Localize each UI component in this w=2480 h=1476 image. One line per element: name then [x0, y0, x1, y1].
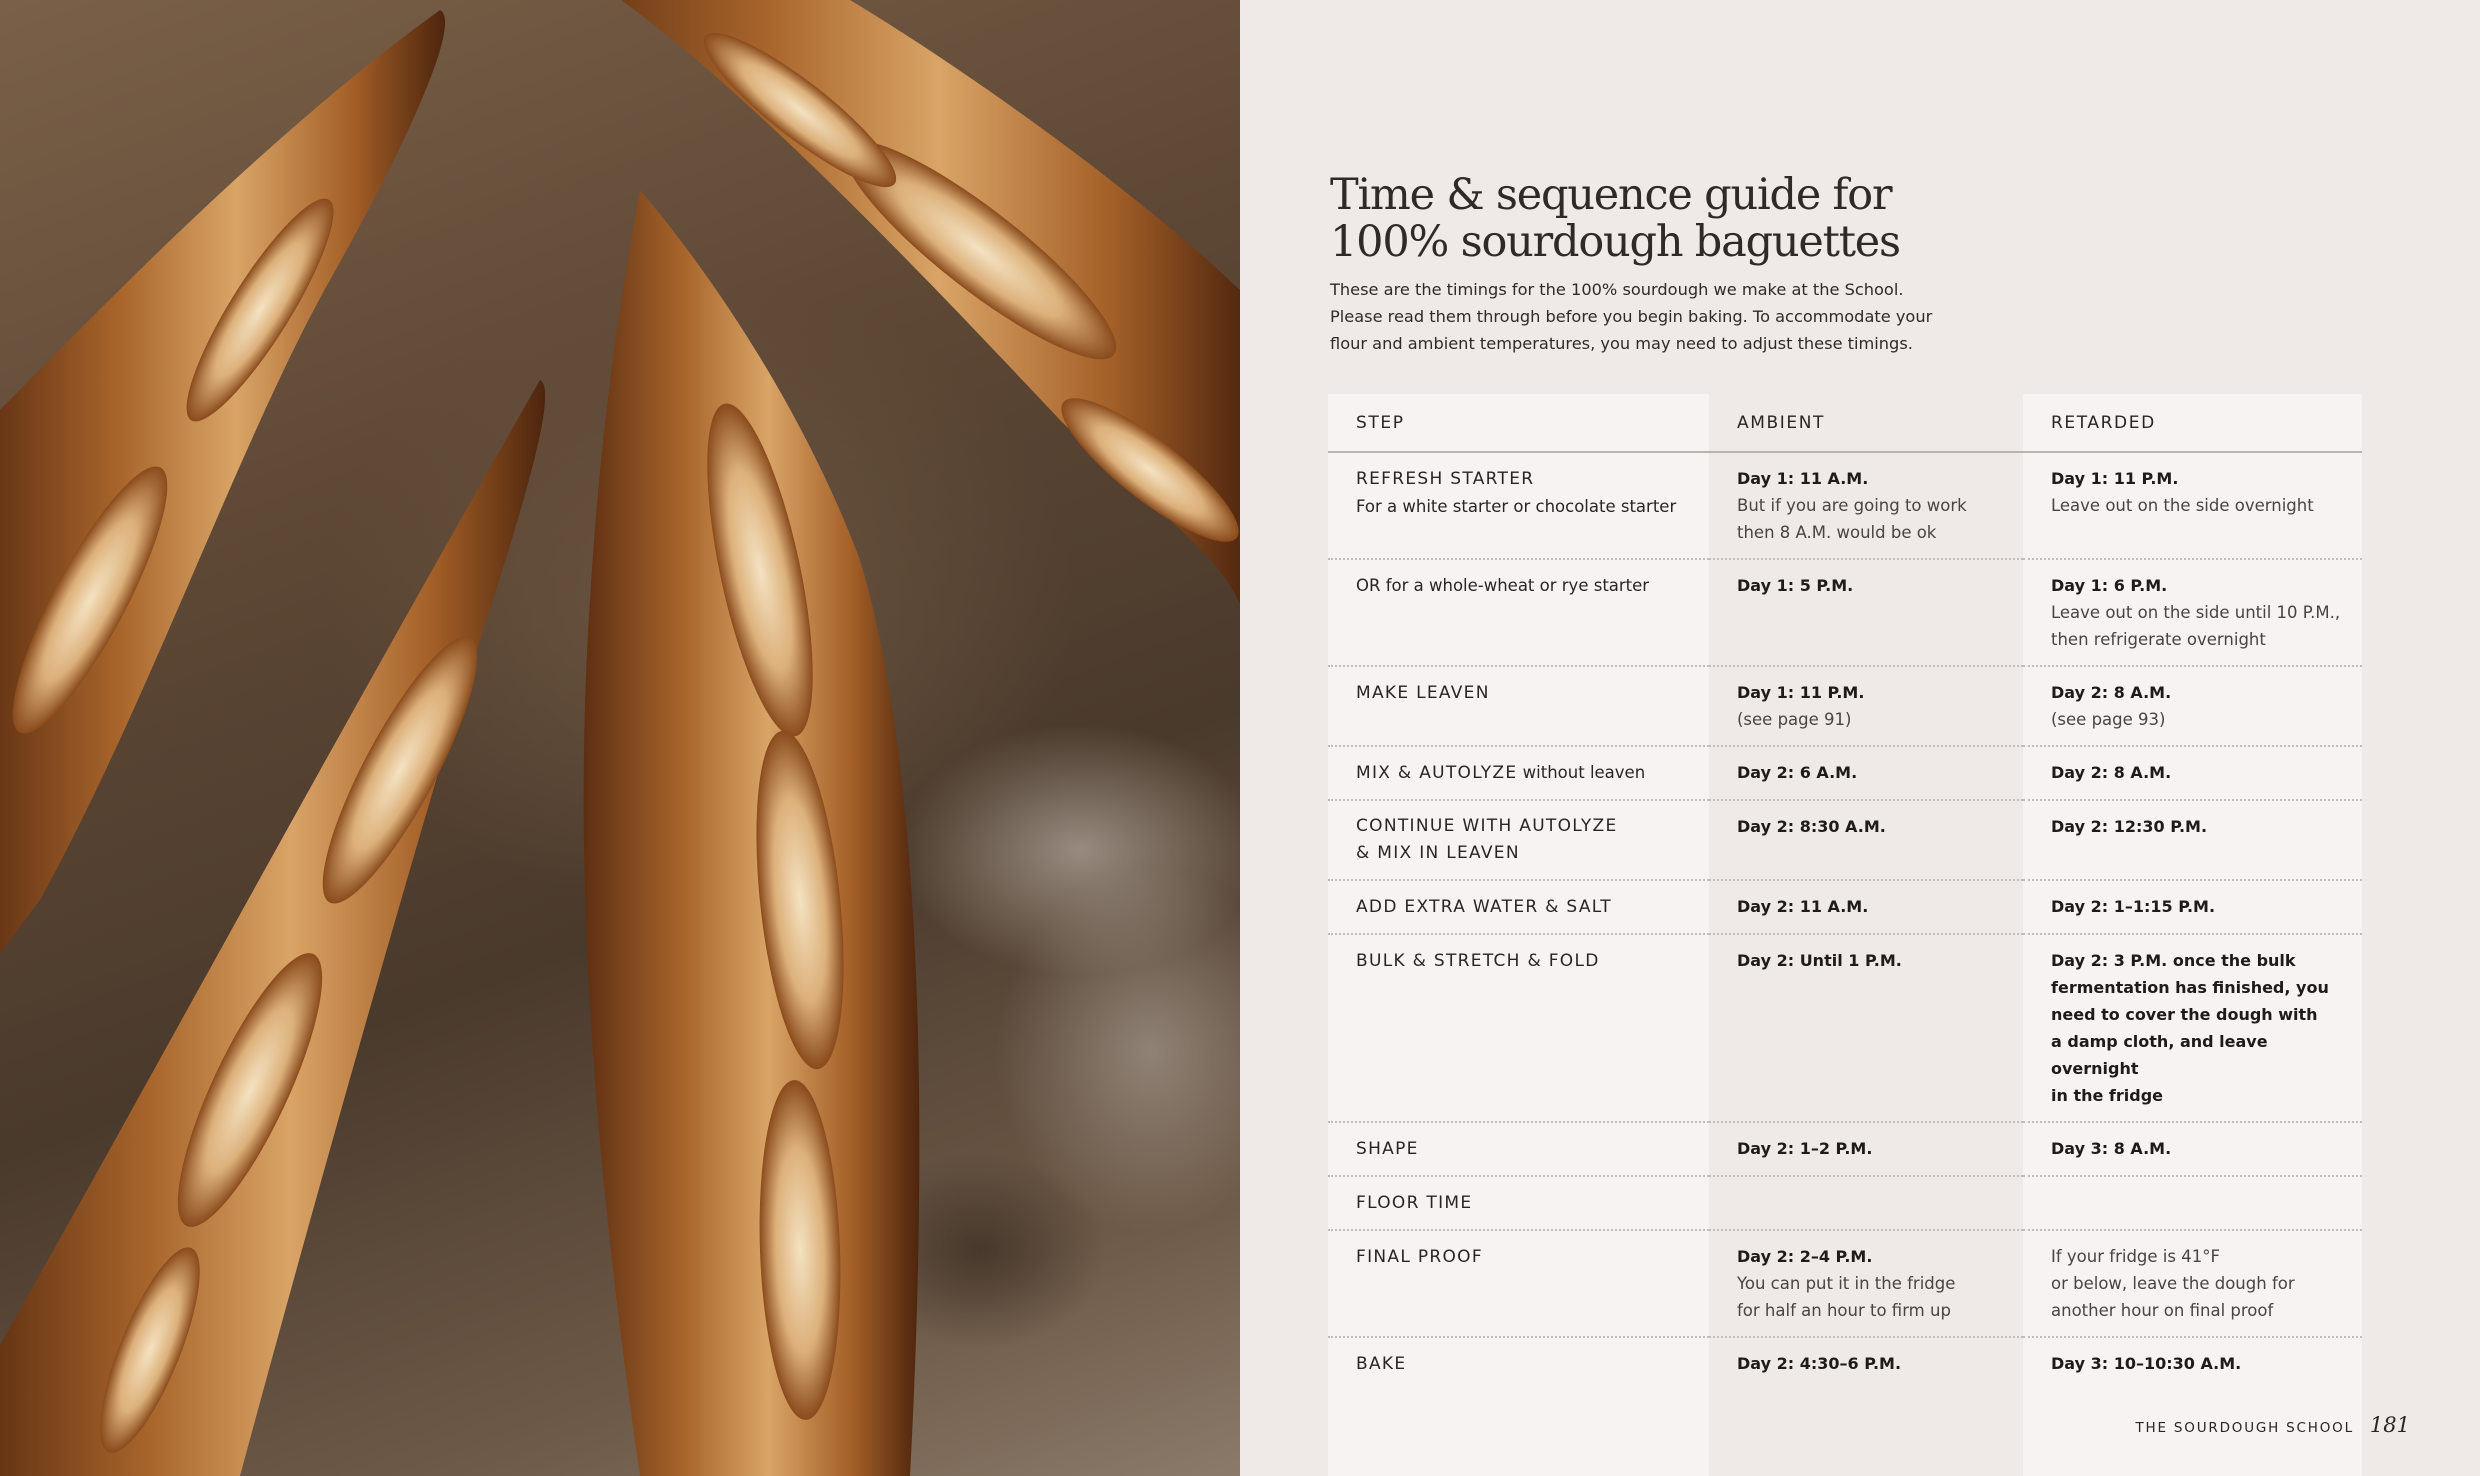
step-label: REFRESH STARTER — [1356, 469, 1535, 489]
ambient-cell — [1709, 880, 2023, 934]
retarded-cell — [2023, 559, 2362, 666]
ambient-cell — [1709, 452, 2023, 559]
retarded-note: Leave out on the side overnight — [2051, 496, 2314, 515]
title-line-1: Time & sequence guide for — [1330, 170, 1892, 220]
step-label-line-2: & MIX IN LEAVEN — [1356, 843, 1520, 863]
table-row — [1328, 1337, 2362, 1390]
retarded-time: Day 2: 12:30 P.M. — [2051, 817, 2208, 836]
ambient-time: Day 2: 4:30–6 P.M. — [1737, 1354, 1902, 1373]
ambient-cell — [1709, 800, 2023, 880]
retarded-time: Day 3: 8 A.M. — [2051, 1139, 2172, 1158]
retarded-time: Day 3: 10–10:30 A.M. — [2051, 1354, 2242, 1373]
page-title — [1330, 172, 2030, 266]
table-row — [1328, 934, 2362, 1122]
retarded-note: (see page 93) — [2051, 710, 2166, 729]
ambient-time: Day 2: 8:30 A.M. — [1737, 817, 1886, 836]
table-row — [1328, 559, 2362, 666]
retarded-time: Day 2: 8 A.M. — [2051, 763, 2172, 782]
table-row — [1328, 1176, 2362, 1230]
ambient-note: for half an hour to firm up — [1737, 1301, 1951, 1320]
step-cell — [1328, 1337, 1709, 1390]
retarded-note: another hour on final proof — [2051, 1301, 2274, 1320]
header-retarded: RETARDED — [2023, 394, 2362, 452]
ambient-cell — [1709, 1230, 2023, 1337]
step-label: SHAPE — [1356, 1139, 1419, 1159]
step-cell — [1328, 934, 1709, 1122]
step-label: ADD EXTRA WATER & SALT — [1356, 897, 1612, 917]
ambient-time: Day 2: 6 A.M. — [1737, 763, 1858, 782]
step-cell — [1328, 746, 1709, 800]
ambient-cell — [1709, 666, 2023, 746]
step-cell — [1328, 1230, 1709, 1337]
table-row — [1328, 666, 2362, 746]
retarded-cell — [2023, 452, 2362, 559]
retarded-note: If your fridge is 41°F — [2051, 1247, 2220, 1266]
ambient-cell — [1709, 746, 2023, 800]
timing-table-container — [1328, 394, 2362, 1476]
page-number: 181 — [2369, 1413, 2410, 1437]
retarded-note: or below, leave the dough for — [2051, 1274, 2295, 1293]
step-label: FLOOR TIME — [1356, 1193, 1473, 1213]
timing-table — [1328, 394, 2362, 1390]
table-row — [1328, 1122, 2362, 1176]
retarded-cell — [2023, 1122, 2362, 1176]
ambient-cell — [1709, 1122, 2023, 1176]
ambient-note: But if you are going to work — [1737, 496, 1967, 515]
intro-line-3: flour and ambient temperatures, you may need to adjust these timings. — [1330, 334, 1913, 353]
ambient-note: then 8 A.M. would be ok — [1737, 523, 1937, 542]
retarded-note: fermentation has finished, you — [2051, 978, 2329, 997]
ambient-time: Day 2: Until 1 P.M. — [1737, 951, 1902, 970]
table-header-row — [1328, 394, 2362, 452]
header-ambient: AMBIENT — [1709, 394, 2023, 452]
step-cell — [1328, 666, 1709, 746]
step-label: CONTINUE WITH AUTOLYZE — [1356, 816, 1618, 836]
step-label: OR for a whole-wheat or rye starter — [1356, 576, 1650, 595]
intro-line-2: Please read them through before you begin baking. To accommodate your — [1330, 307, 1933, 326]
step-cell — [1328, 559, 1709, 666]
step-label: BAKE — [1356, 1354, 1407, 1374]
intro-text — [1330, 276, 1970, 357]
retarded-note: a damp cloth, and leave overnight — [2051, 1032, 2268, 1078]
step-sublabel: For a white starter or chocolate starter — [1356, 497, 1677, 516]
retarded-cell — [2023, 746, 2362, 800]
retarded-note: need to cover the dough with — [2051, 1005, 2318, 1024]
header-step: STEP — [1328, 394, 1709, 452]
ambient-time: Day 1: 5 P.M. — [1737, 576, 1854, 595]
step-label: FINAL PROOF — [1356, 1247, 1483, 1267]
retarded-time: Day 1: 6 P.M. — [2051, 576, 2168, 595]
baguette-center — [584, 190, 920, 1476]
retarded-cell — [2023, 1176, 2362, 1230]
step-cell — [1328, 452, 1709, 559]
running-footer: THE SOURDOUGH SCHOOL — [2135, 1420, 2354, 1436]
table-row — [1328, 1230, 2362, 1337]
step-label: BULK & STRETCH & FOLD — [1356, 951, 1600, 971]
retarded-note: in the fridge — [2051, 1086, 2163, 1105]
ambient-time: Day 1: 11 A.M. — [1737, 469, 1869, 488]
retarded-note: then refrigerate overnight — [2051, 630, 2266, 649]
intro-line-1: These are the timings for the 100% sourdough we make at the School. — [1330, 280, 1904, 299]
guide-page — [1240, 0, 2480, 1476]
retarded-cell — [2023, 800, 2362, 880]
retarded-note: Leave out on the side until 10 P.M., — [2051, 603, 2341, 622]
retarded-cell — [2023, 1230, 2362, 1337]
title-line-2: 100% sourdough baguettes — [1330, 217, 1900, 267]
step-cell — [1328, 880, 1709, 934]
ambient-note: (see page 91) — [1737, 710, 1852, 729]
table-row — [1328, 452, 2362, 559]
step-cell — [1328, 1176, 1709, 1230]
retarded-cell — [2023, 934, 2362, 1122]
ambient-time: Day 2: 1–2 P.M. — [1737, 1139, 1873, 1158]
ambient-time: Day 1: 11 P.M. — [1737, 683, 1865, 702]
table-row — [1328, 800, 2362, 880]
retarded-time: Day 2: 1–1:15 P.M. — [2051, 897, 2216, 916]
step-label: MAKE LEAVEN — [1356, 683, 1490, 703]
retarded-time: Day 2: 8 A.M. — [2051, 683, 2172, 702]
ambient-cell — [1709, 559, 2023, 666]
step-label: MIX & AUTOLYZE — [1356, 763, 1518, 783]
table-row — [1328, 746, 2362, 800]
ambient-note: You can put it in the fridge — [1737, 1274, 1956, 1293]
page-footer — [2136, 1413, 2411, 1437]
ambient-time: Day 2: 2–4 P.M. — [1737, 1247, 1873, 1266]
ambient-cell — [1709, 1337, 2023, 1390]
retarded-time: Day 1: 11 P.M. — [2051, 469, 2179, 488]
step-cell — [1328, 800, 1709, 880]
ambient-time: Day 2: 11 A.M. — [1737, 897, 1869, 916]
table-row — [1328, 880, 2362, 934]
ambient-cell — [1709, 934, 2023, 1122]
retarded-cell — [2023, 880, 2362, 934]
step-label-tail: without leaven — [1517, 763, 1646, 782]
retarded-time: Day 2: 3 P.M. once the bulk — [2051, 951, 2296, 970]
ambient-cell — [1709, 1176, 2023, 1230]
step-cell — [1328, 1122, 1709, 1176]
retarded-cell — [2023, 1337, 2362, 1390]
retarded-cell — [2023, 666, 2362, 746]
